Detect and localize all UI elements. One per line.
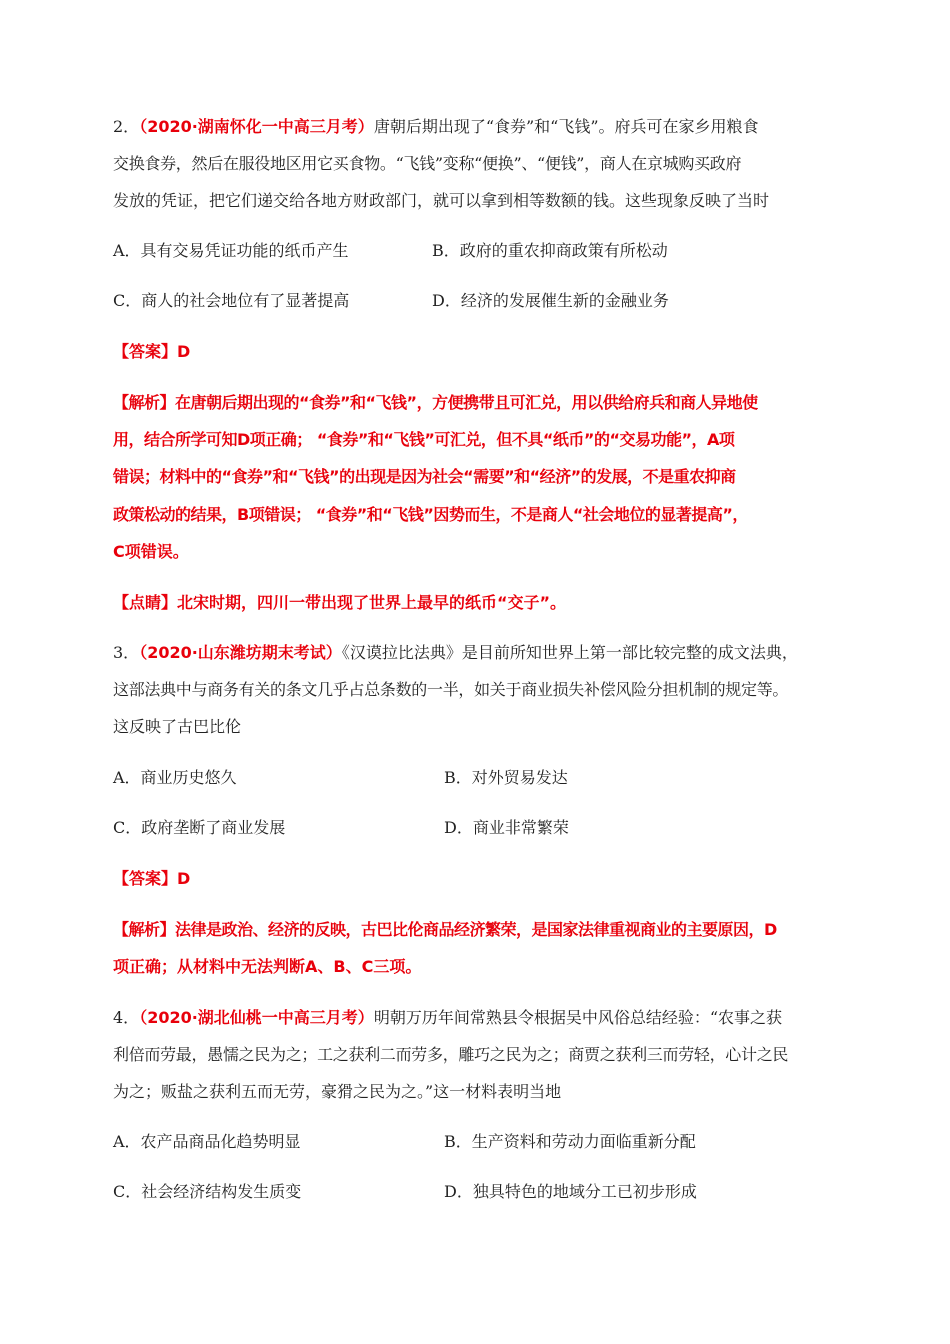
question-number: 3． (113, 643, 140, 662)
answer: 【答案】D (113, 342, 191, 361)
option-d: D．经济的发展催生新的金融业务 (432, 291, 669, 310)
tip: 【点睛】北宋时期，四川一带出现了世界上最早的纸币“交子”。 (113, 593, 567, 612)
question-2-stem-line (113, 115, 759, 139)
option-a: A．农产品商品化趋势明显 (113, 1132, 301, 1151)
analysis-line: 【解析】法律是政治、经济的反映，古巴比伦商品经济繁荣，是国家法律重视商业的主要原因，D (113, 920, 777, 939)
option-d: D．商业非常繁荣 (444, 818, 569, 837)
option-c: C．商人的社会地位有了显著提高 (113, 291, 350, 310)
option-b: B．生产资料和劳动力面临重新分配 (444, 1132, 696, 1151)
question-2-stem-line: 发放的凭证，把它们递交给各地方财政部门，就可以拿到相等数额的钱。这些现象反映了当时 (113, 191, 770, 210)
question-4-stem-line: 利倍而劳最，愚懦之民为之；工之获利二而劳多，雕巧之民为之；商贾之获利三而劳轻，心计之民 (113, 1045, 789, 1064)
option-a: A．具有交易凭证功能的纸币产生 (113, 241, 349, 260)
stem-text: 唐朝后期出现了“食券”和“飞钱”。府兵可在家乡用粮食 (373, 117, 759, 136)
question-source: （2020·湖南怀化一中高三月考） (139, 117, 374, 136)
question-3-stem-line (113, 641, 798, 665)
analysis-line: 【解析】在唐朝后期出现的“食券”和“飞钱”，方便携带且可汇兑，用以供给府兵和商人异地使 (113, 393, 758, 412)
analysis-line: 用，结合所学可知D项正确； “食券”和“飞钱”可汇兑，但不具“纸币”的“交易功能”，A项 (113, 430, 735, 449)
question-3-stem-line: 这部法典中与商务有关的条文几乎占总条数的一半，如关于商业损失补偿风险分担机制的规定等。 (113, 680, 789, 699)
analysis-line: 项正确；从材料中无法判断A、B、C三项。 (113, 957, 422, 976)
question-source: （2020·山东潍坊期末考试） (139, 643, 342, 662)
stem-text: 明朝万历年间常熟县令根据吴中风俗总结经验：“农事之获 (373, 1008, 782, 1027)
analysis-line: 政策松动的结果，B项错误； “食券”和“飞钱”因势而生，不是商人“社会地位的显著提高”， (113, 505, 748, 524)
option-b: B．对外贸易发达 (444, 768, 568, 787)
stem-text: 《汉谟拉比法典》是目前所知世界上第一部比较完整的成文法典， (341, 643, 798, 662)
question-4-stem-line: 为之；贩盐之获利五而无劳，豪猾之民为之。”这一材料表明当地 (113, 1082, 562, 1101)
question-number: 4． (113, 1008, 140, 1027)
option-c: C．政府垄断了商业发展 (113, 818, 286, 837)
option-a: A．商业历史悠久 (113, 768, 237, 787)
analysis-line: C项错误。 (113, 542, 189, 561)
option-c: C．社会经济结构发生质变 (113, 1182, 302, 1201)
question-3-stem-line: 这反映了古巴比伦 (113, 717, 242, 736)
analysis-line: 错误；材料中的“食券”和“飞钱”的出现是因为社会“需要”和“经济”的发展，不是重农抑商 (113, 467, 736, 486)
question-4-stem-line (113, 1006, 782, 1030)
option-d: D．独具特色的地域分工已初步形成 (444, 1182, 697, 1201)
question-number: 2． (113, 117, 140, 136)
option-b: B．政府的重农抑商政策有所松动 (432, 241, 668, 260)
question-source: （2020·湖北仙桃一中高三月考） (139, 1008, 374, 1027)
question-2-stem-line: 交换食券，然后在服役地区用它买食物。“飞钱”变称“便换”、“便钱”，商人在京城购买政府 (113, 154, 742, 173)
answer: 【答案】D (113, 869, 191, 888)
